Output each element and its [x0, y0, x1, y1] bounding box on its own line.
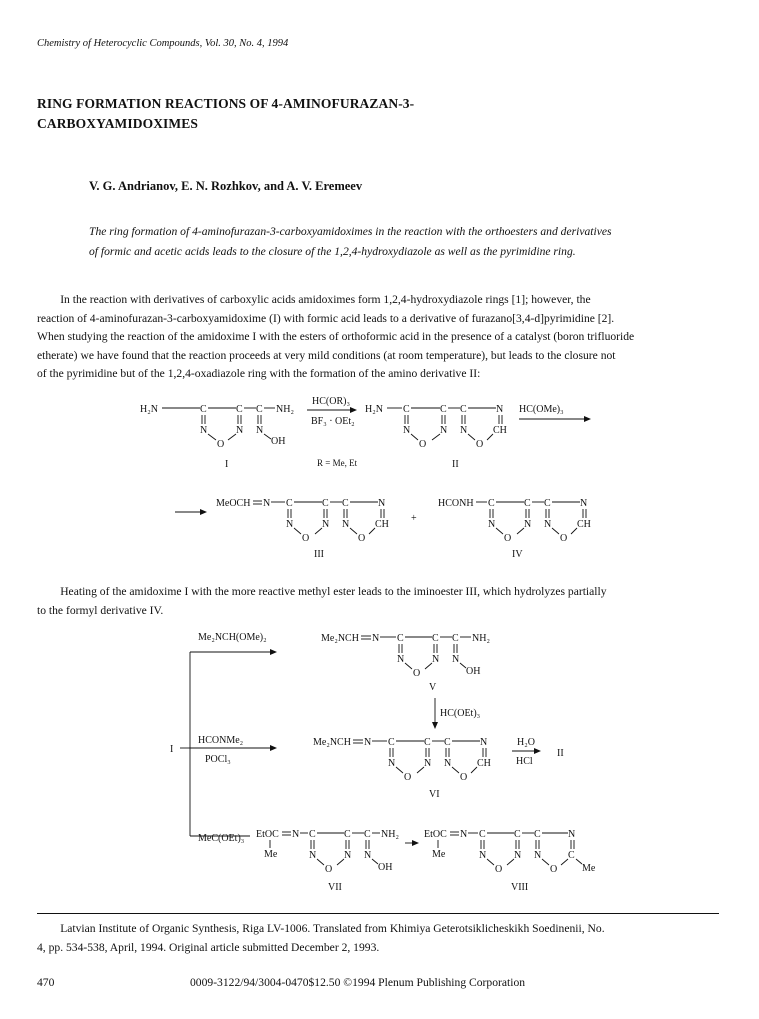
- label-VII: VII: [328, 882, 342, 893]
- scheme-atom-label: C: [568, 850, 575, 861]
- compound-VIII: [424, 829, 596, 875]
- paragraph-line: When studying the reaction of the amidoxime I with the esters of orthoformic acid in the presence of a catalyst (boron trifluoride: [37, 330, 635, 343]
- reagent-pocl3: POCl₃: [205, 754, 231, 765]
- scheme-atom-label: O: [404, 772, 412, 783]
- label-I-start: I: [170, 744, 174, 755]
- scheme-atom-label: C: [256, 404, 263, 415]
- scheme-atom-label: C: [236, 404, 243, 415]
- reagent-hcl: HCl: [516, 756, 533, 767]
- paragraph-line: of the pyrimidine but of the 1,2,4-oxadiazole ring with the formation of the amino derivative II:: [37, 367, 481, 380]
- scheme-atom-label: C: [397, 633, 404, 644]
- scheme-atom-label: N: [524, 519, 532, 530]
- scheme-atom-label: N: [444, 758, 452, 769]
- scheme-atom-label: EtOC: [256, 829, 279, 840]
- scheme-atom-label: C: [432, 633, 439, 644]
- scheme-atom-label: Me₂NCH: [313, 737, 351, 748]
- scheme-atom-label: C: [488, 498, 495, 509]
- scheme-atom-label: O: [325, 864, 333, 875]
- compound-VII: [256, 829, 399, 875]
- scheme-atom-label: C: [342, 498, 349, 509]
- compound-I: [140, 404, 294, 450]
- scheme-atom-label: C: [440, 404, 447, 415]
- compound-V: [321, 633, 490, 679]
- paragraph-line: reaction of 4-aminofurazan-3-carboxyamidoxime (I) with formic acid leads to a derivative of furazano[3,4-d]pyrimidine [2].: [37, 311, 615, 325]
- scheme-atom-label: O: [476, 439, 484, 450]
- scheme-atom-label: C: [388, 737, 395, 748]
- scheme-atom-label: N: [364, 850, 372, 861]
- scheme-atom-label: O: [302, 533, 310, 544]
- plus-sign: +: [411, 513, 417, 524]
- scheme-atom-label: N: [286, 519, 294, 530]
- scheme-atom-label: N: [397, 654, 405, 665]
- scheme-atom-label: N: [432, 654, 440, 665]
- footnote-line: Latvian Institute of Organic Synthesis, Riga LV-1006. Translated from Khimiya Geterotsiklicheskikh Soedinenii, No.: [37, 922, 605, 935]
- scheme-atom-label: N: [568, 829, 576, 840]
- scheme-atom-label: HCONH: [438, 498, 474, 509]
- scheme-atom-label: C: [200, 404, 207, 415]
- label-IV: IV: [512, 549, 523, 560]
- scheme-atom-label: NH₂: [381, 829, 399, 840]
- footnote-line: 4, pp. 534-538, April, 1994. Original article submitted December 2, 1993.: [37, 941, 380, 954]
- r-definition: R = Me, Et: [317, 458, 358, 468]
- scheme-atom-label: C: [524, 498, 531, 509]
- scheme-atom-label: O: [358, 533, 366, 544]
- scheme-atom-label: N: [344, 850, 352, 861]
- label-VI: VI: [429, 789, 440, 800]
- scheme-atom-label: NH₂: [472, 633, 490, 644]
- scheme-atom-label: N: [200, 425, 208, 436]
- scheme-atom-label: N: [263, 498, 271, 509]
- scheme-atom-label: N: [460, 829, 468, 840]
- abstract-line: of formic and acetic acids leads to the closure of the 1,2,4-hydroxydiazole as well as the pyrimidine ring.: [89, 245, 576, 258]
- scheme-atom-label: C: [544, 498, 551, 509]
- scheme-atom-label: N: [256, 425, 264, 436]
- scheme-atom-label: C: [534, 829, 541, 840]
- scheme-atom-label: H₂N: [365, 404, 383, 415]
- scheme-atom-label: N: [534, 850, 542, 861]
- label-V: V: [429, 682, 437, 693]
- scheme-atom-label: C: [403, 404, 410, 415]
- reagent-trimethyl-orthoformate: HC(OMe)₃: [519, 404, 564, 415]
- scheme-atom-label: C: [452, 633, 459, 644]
- title-line: RING FORMATION REACTIONS OF 4-AMINOFURAZAN-3-: [37, 96, 415, 111]
- scheme-atom-label: OH: [378, 862, 393, 873]
- compound-VI: [313, 737, 491, 783]
- reagent-orthoacetate: MeC(OEt)₃: [198, 833, 245, 844]
- reagent-triethyl-orthoformate: HC(OEt)₃: [440, 708, 481, 719]
- reagent-dmf-acetal: Me₂NCH(OMe)₂: [198, 632, 267, 643]
- reagent-orthoester: HC(OR)₃: [312, 396, 350, 407]
- scheme-atom-label: N: [460, 425, 468, 436]
- scheme-atom-label: C: [309, 829, 316, 840]
- paragraph-line: In the reaction with derivatives of carboxylic acids amidoximes form 1,2,4-hydroxydiazole rings [1]; however, the: [37, 293, 591, 306]
- label-III: III: [314, 549, 324, 560]
- scheme-atom-label: H₂N: [140, 404, 158, 415]
- scheme-atom-label: C: [364, 829, 371, 840]
- abstract-line: The ring formation of 4-aminofurazan-3-carboxyamidoximes in the reaction with the orthoesters and derivatives: [89, 225, 612, 238]
- scheme-atom-label: O: [217, 439, 225, 450]
- reagent-dmf: HCONMe₂: [198, 735, 244, 746]
- scheme-atom-label: N: [580, 498, 588, 509]
- reagent-water: H₂O: [517, 737, 535, 748]
- authors: V. G. Andrianov, E. N. Rozhkov, and A. V. Eremeev: [89, 179, 363, 193]
- label-II: II: [452, 459, 459, 470]
- scheme-atom-label: Me: [264, 849, 278, 860]
- scheme-atom-label: Me₂NCH: [321, 633, 359, 644]
- label-VIII: VIII: [511, 882, 529, 893]
- scheme-atom-label: N: [309, 850, 317, 861]
- scheme-atom-label: C: [286, 498, 293, 509]
- paragraph-line: to the formyl derivative IV.: [37, 603, 164, 617]
- scheme-atom-label: C: [322, 498, 329, 509]
- scheme-atom-label: C: [479, 829, 486, 840]
- scheme-atom-label: CH: [577, 519, 591, 530]
- footnote: [37, 919, 727, 957]
- scheme-atom-label: O: [413, 668, 421, 679]
- reagent-bf3: BF₃ · OEt₂: [311, 416, 355, 427]
- scheme-atom-label: O: [419, 439, 427, 450]
- scheme-atom-label: N: [496, 404, 504, 415]
- scheme-atom-label: N: [424, 758, 432, 769]
- scheme-atom-label: N: [479, 850, 487, 861]
- scheme-atom-label: MeOCH: [216, 498, 251, 509]
- scheme-atom-label: N: [378, 498, 386, 509]
- label-II-product: II: [557, 748, 564, 759]
- scheme-atom-label: C: [514, 829, 521, 840]
- compound-II: [365, 404, 507, 450]
- scheme-atom-label: N: [388, 758, 396, 769]
- scheme-atom-label: O: [504, 533, 512, 544]
- scheme-atom-label: EtOC: [424, 829, 447, 840]
- scheme-atom-label: N: [364, 737, 372, 748]
- compound-III: [216, 498, 389, 544]
- scheme-atom-label: OH: [466, 666, 481, 677]
- copyright-line: 0009-3122/94/3004-0470$12.50 ©1994 Plenum Publishing Corporation: [190, 976, 526, 989]
- label-I: I: [225, 459, 229, 470]
- title-line: CARBOXYAMIDOXIMES: [37, 116, 198, 131]
- scheme-atom-label: Me: [432, 849, 446, 860]
- scheme-atom-label: O: [460, 772, 468, 783]
- paragraph-line: Heating of the amidoxime I with the more reactive methyl ester leads to the iminoester III, which hydrolyzes partially: [37, 585, 607, 598]
- scheme-atom-label: C: [460, 404, 467, 415]
- scheme-atom-label: O: [560, 533, 568, 544]
- scheme-atom-label: C: [344, 829, 351, 840]
- scheme-atom-label: N: [488, 519, 496, 530]
- scheme-atom-label: O: [550, 864, 558, 875]
- page-number: 470: [37, 976, 55, 989]
- scheme-atom-label: N: [544, 519, 552, 530]
- footnote-rule: [37, 913, 719, 914]
- scheme-atom-label: N: [322, 519, 330, 530]
- scheme-atom-label: CH: [493, 425, 507, 436]
- scheme-atom-label: CH: [375, 519, 389, 530]
- scheme-atom-label: OH: [271, 436, 286, 447]
- scheme-atom-label: O: [495, 864, 503, 875]
- paragraph-line: etherate) we have found that the reaction proceeds at very mild conditions (at room temperature), but leads to the closure not: [37, 348, 616, 362]
- compound-IV: [438, 498, 591, 544]
- journal-header: Chemistry of Heterocyclic Compounds, Vol. 30, No. 4, 1994: [37, 38, 289, 49]
- scheme-atom-label: C: [444, 737, 451, 748]
- scheme-atom-label: CH: [477, 758, 491, 769]
- scheme-atom-label: N: [480, 737, 488, 748]
- scheme-atom-label: N: [236, 425, 244, 436]
- scheme-atom-label: N: [452, 654, 460, 665]
- scheme-atom-label: NH₂: [276, 404, 294, 415]
- scheme-atom-label: N: [342, 519, 350, 530]
- scheme-atom-label: Me: [582, 863, 596, 874]
- scheme-atom-label: N: [514, 850, 522, 861]
- scheme-atom-label: N: [292, 829, 300, 840]
- scheme-atom-label: N: [403, 425, 411, 436]
- scheme-atom-label: C: [424, 737, 431, 748]
- scheme-atom-label: N: [372, 633, 380, 644]
- scheme-atom-label: N: [440, 425, 448, 436]
